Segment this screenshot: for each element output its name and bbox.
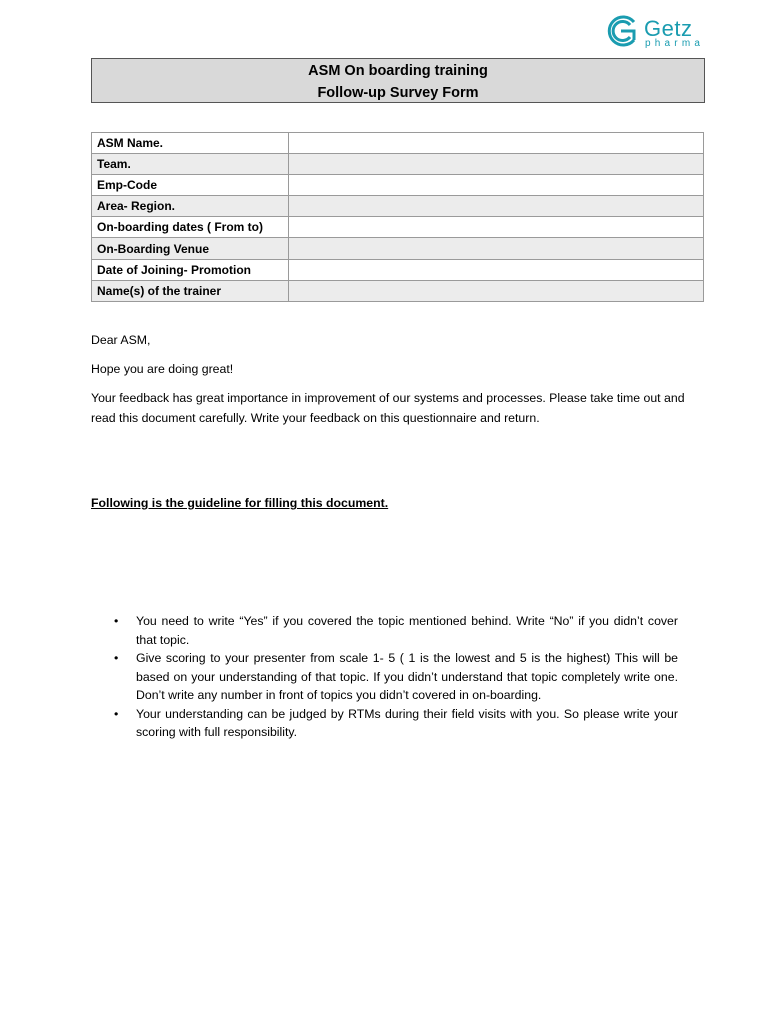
row-label: On-boarding dates ( From to) — [92, 217, 289, 238]
emp-code-field[interactable] — [289, 175, 704, 196]
form-title: ASM On boarding training — [308, 63, 488, 79]
letter-line-1: Hope you are doing great! — [91, 362, 234, 376]
table-row — [92, 196, 704, 217]
guideline-heading: Following is the guideline for filling this document. — [91, 496, 389, 510]
table-row — [92, 175, 704, 196]
table-row — [92, 280, 704, 301]
employee-info-table — [91, 132, 704, 302]
table-row — [92, 217, 704, 238]
row-label: ASM Name. — [92, 133, 289, 154]
trainer-names-field[interactable] — [289, 280, 704, 301]
guideline-list — [112, 612, 678, 742]
list-item — [112, 705, 678, 742]
letter-greeting: Dear ASM, — [91, 333, 151, 347]
logo-brand-text: Getz — [644, 16, 693, 41]
date-of-joining-field[interactable] — [289, 259, 704, 280]
letter-line-2: Your feedback has great importance in improvement of our systems and processes. Please take time out and read this document carefully. Write your feedback on this questionnaire and return. — [91, 391, 685, 425]
list-item — [112, 612, 678, 649]
rule-text: Give scoring to your presenter from scale 1- 5 ( 1 is the lowest and 5 is the highest) This will be based on your understanding of that topic. If you didn’t understand that topic completely write one. Don’t write any number in front of topics you didn’t covered in on-boarding. — [136, 651, 678, 702]
table-row — [92, 154, 704, 175]
team-field[interactable] — [289, 154, 704, 175]
area-region-field[interactable] — [289, 196, 704, 217]
company-logo — [604, 14, 714, 50]
form-title-box — [91, 58, 705, 103]
table-row — [92, 238, 704, 259]
onboarding-venue-field[interactable] — [289, 238, 704, 259]
getz-logo-icon — [604, 14, 640, 48]
row-label: Name(s) of the trainer — [92, 280, 289, 301]
form-subtitle: Follow-up Survey Form — [317, 85, 479, 101]
logo-sub-text: pharma — [645, 38, 705, 49]
row-label: Emp-Code — [92, 175, 289, 196]
table-row — [92, 133, 704, 154]
onboarding-dates-field[interactable] — [289, 217, 704, 238]
asm-name-field[interactable] — [289, 133, 704, 154]
list-item — [112, 649, 678, 705]
table-row — [92, 259, 704, 280]
row-label: Area- Region. — [92, 196, 289, 217]
rule-text: You need to write “Yes” if you covered the topic mentioned behind. Write “No” if you didn’t cover that topic. — [136, 614, 678, 647]
rule-text: Your understanding can be judged by RTMs during their field visits with you. So please write your scoring with full responsibility. — [136, 706, 678, 739]
row-label: On-Boarding Venue — [92, 238, 289, 259]
row-label: Date of Joining- Promotion — [92, 259, 289, 280]
bullet-icon: • — [114, 706, 119, 721]
bullet-icon: • — [114, 614, 119, 628]
bullet-icon: • — [114, 651, 119, 665]
row-label: Team. — [92, 154, 289, 175]
